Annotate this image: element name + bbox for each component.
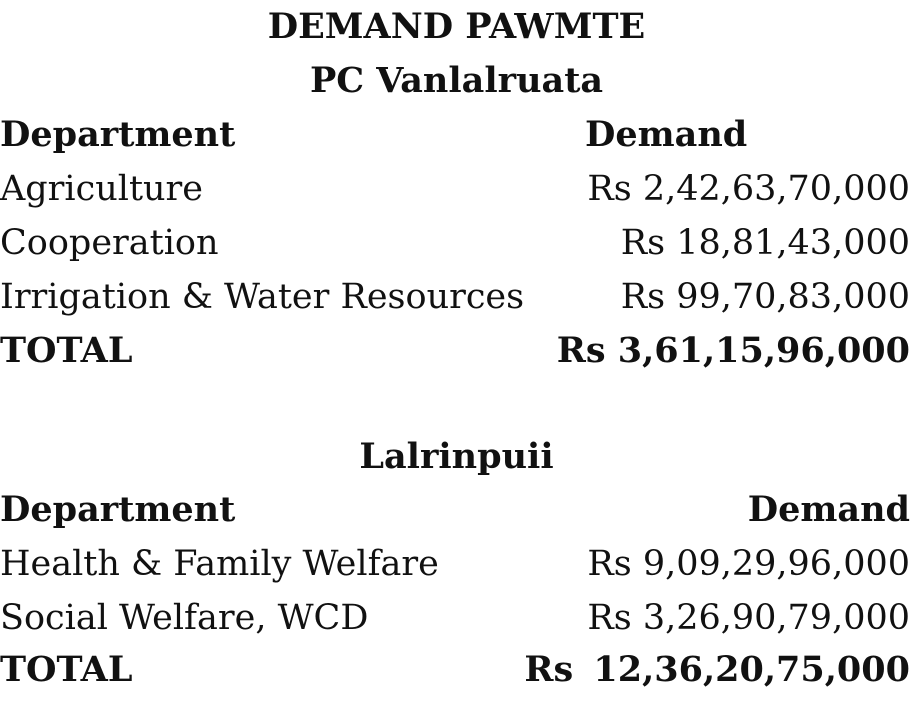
table-row — [0, 164, 910, 214]
total-label: TOTAL — [0, 330, 133, 371]
total-row — [0, 645, 910, 695]
department-column-header: Department — [0, 489, 236, 530]
table-row — [0, 593, 910, 643]
table-header — [0, 110, 910, 160]
total-label: TOTAL — [0, 649, 133, 690]
department-column-header: Department — [0, 114, 236, 155]
department-name: Social Welfare, WCD — [0, 598, 369, 638]
demand-column-header: Demand — [747, 489, 910, 530]
department-name: Agriculture — [0, 169, 203, 209]
demand-amount: Rs 99,70,83,000 — [620, 277, 910, 317]
table-row — [0, 539, 910, 589]
demand-amount: Rs 2,42,63,70,000 — [587, 169, 910, 209]
document-title: DEMAND PAWMTE — [267, 6, 646, 47]
total-row — [0, 326, 910, 376]
department-name: Cooperation — [0, 223, 219, 263]
total-amount: Rs 3,61,15,96,000 — [556, 330, 910, 371]
demand-amount: Rs 9,09,29,96,000 — [587, 544, 910, 584]
table-header — [0, 485, 910, 535]
section-title-pc-vanlalruata: PC Vanlalruata — [309, 60, 604, 101]
demand-amount: Rs 3,26,90,79,000 — [587, 598, 910, 638]
demand-amount: Rs 18,81,43,000 — [620, 223, 910, 263]
demand-column-header: Demand — [585, 114, 748, 155]
table-row — [0, 272, 910, 322]
section-title-lalrinpuii: Lalrinpuii — [359, 436, 554, 477]
table-row — [0, 218, 910, 268]
department-name: Health & Family Welfare — [0, 544, 439, 584]
total-amount: Rs 12,36,20,75,000 — [524, 649, 910, 690]
department-name: Irrigation & Water Resources — [0, 277, 525, 317]
